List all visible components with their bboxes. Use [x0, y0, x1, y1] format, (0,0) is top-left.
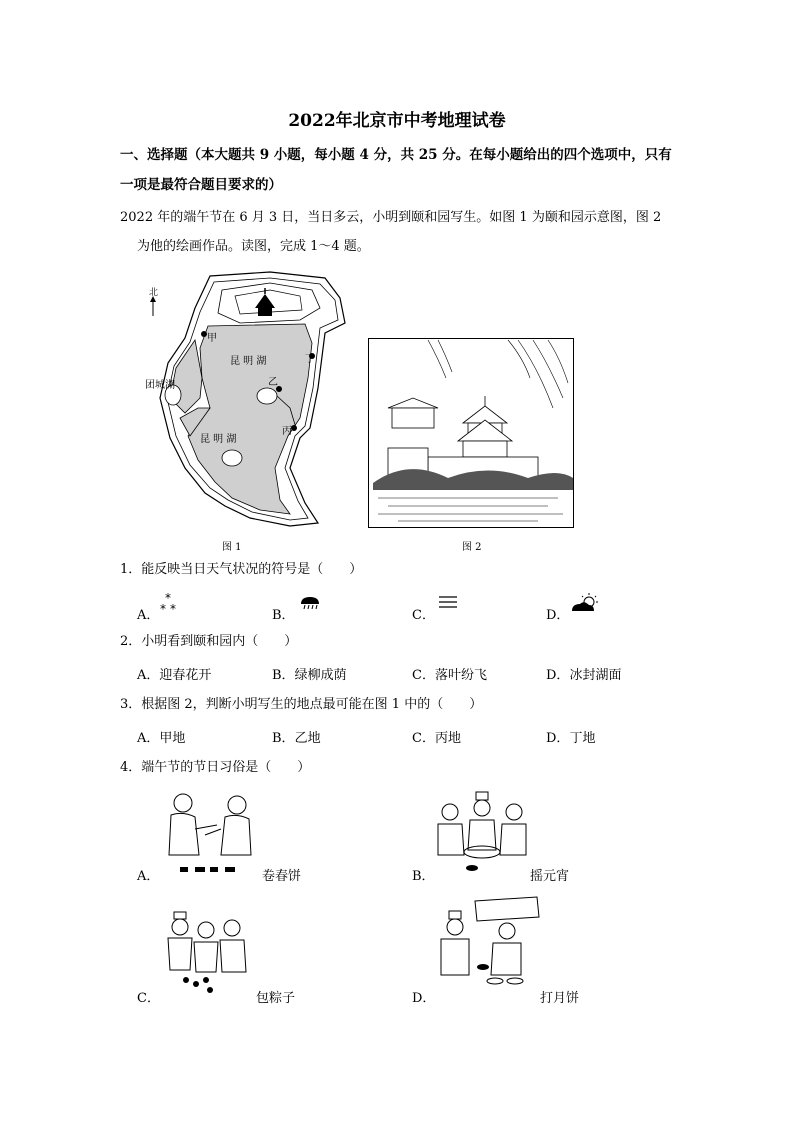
north-arrow — [150, 296, 156, 316]
q3-option-b[interactable]: B．乙地 — [272, 731, 321, 746]
figure1-caption: 图 1 — [222, 542, 242, 553]
q4-option-d-letter[interactable]: D． — [412, 991, 436, 1006]
svg-text:*: * — [165, 591, 171, 605]
question-3-stem: 3．根据图 2，判断小明写生的地点最可能在图 1 中的（ ） — [120, 697, 483, 712]
page-title: 2022年北京市中考地理试卷 — [288, 111, 506, 131]
svg-text:*: * — [160, 602, 166, 615]
q1-option-c-letter[interactable]: C． — [412, 608, 435, 623]
section-header-line1: 一、选择题（本大题共 9 小题，每小题 4 分，共 25 分。在每小题给出的四个选项中，只有 — [120, 147, 672, 163]
illustration-a — [155, 785, 265, 875]
painting-sketch — [368, 338, 574, 528]
q4-option-c-letter[interactable]: C． — [137, 991, 160, 1006]
point-bing-label: 丙 — [282, 426, 292, 437]
lake-kunming-label-2: 昆 明 湖 — [200, 434, 237, 445]
illustration-b — [432, 790, 532, 875]
q1-option-a-letter[interactable]: A． — [137, 608, 160, 623]
q3-option-a[interactable]: A．甲地 — [137, 731, 186, 746]
fog-icon — [438, 595, 458, 609]
north-label: 北 — [149, 288, 159, 298]
point-jia-label: 甲 — [207, 333, 217, 344]
lake-tuancheng-label: 团城湖 — [145, 380, 175, 391]
partly-cloudy-icon — [570, 593, 600, 615]
point-yi-label: 乙 — [268, 377, 278, 388]
q3-option-d[interactable]: D．丁地 — [546, 731, 596, 746]
q2-option-c[interactable]: C．落叶纷飞 — [412, 668, 487, 683]
q3-option-c[interactable]: C．丙地 — [412, 731, 461, 746]
summer-palace-map — [140, 268, 360, 533]
q1-option-b-letter[interactable]: B． — [272, 608, 295, 623]
question-2-stem: 2．小明看到颐和园内（ ） — [120, 634, 298, 649]
q2-option-d[interactable]: D．冰封湖面 — [546, 668, 622, 683]
q4-option-a-text[interactable]: 卷春饼 — [262, 869, 302, 884]
q4-option-c-text[interactable]: 包粽子 — [256, 991, 296, 1006]
intro-line2: 为他的绘画作品。读图，完成 1～4 题。 — [137, 239, 370, 254]
q1-option-d-letter[interactable]: D． — [546, 608, 570, 623]
snow-icon — [160, 591, 186, 615]
q4-option-b-letter[interactable]: B． — [412, 869, 435, 884]
svg-text:*: * — [170, 602, 176, 615]
question-1-stem: 1．能反映当日天气状况的符号是（ ） — [120, 562, 363, 577]
q4-option-a-letter[interactable]: A． — [137, 869, 160, 884]
question-4-stem: 4．端午节的节日习俗是（ ） — [120, 760, 311, 775]
illustration-d — [435, 895, 545, 990]
q4-option-b-text[interactable]: 摇元宵 — [530, 869, 570, 884]
rain-icon — [299, 595, 321, 611]
point-ding-label: 丁 — [305, 354, 315, 365]
q4-option-d-text[interactable]: 打月饼 — [540, 991, 580, 1006]
illustration-c — [160, 910, 255, 995]
q2-option-a[interactable]: A．迎春花开 — [137, 668, 212, 683]
section-header-line2: 一项是最符合题目要求的） — [120, 177, 282, 193]
q2-option-b[interactable]: B．绿柳成荫 — [272, 668, 347, 683]
figure2-caption: 图 2 — [462, 542, 482, 553]
intro-line1: 2022 年的端午节在 6 月 3 日，当日多云，小明到颐和园写生。如图 1 为颐和园示意图，图 2 — [120, 210, 662, 225]
lake-kunming-label: 昆 明 湖 — [230, 356, 267, 367]
